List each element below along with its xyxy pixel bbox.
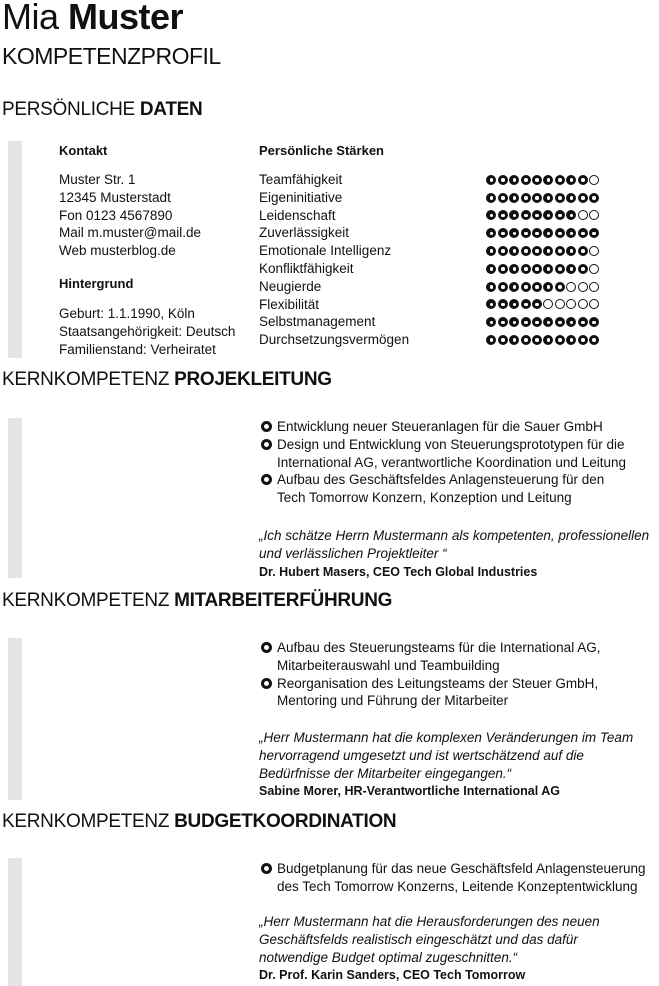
strength-label: Leidenschaft xyxy=(259,207,336,223)
rating-dot-filled xyxy=(578,228,588,238)
rating-dot-empty xyxy=(589,175,599,185)
testimonial-author: Dr. Hubert Masers, CEO Tech Global Industries xyxy=(259,564,538,579)
rating-dot-filled xyxy=(486,246,496,256)
rating-dot-filled xyxy=(532,193,542,203)
rating-dot-filled xyxy=(543,193,553,203)
section-accent-bar xyxy=(8,858,22,986)
rating-dot-filled xyxy=(578,335,588,345)
rating-dot-filled xyxy=(509,193,519,203)
strength-label: Neugierde xyxy=(259,278,322,294)
rating-dot-filled xyxy=(532,175,542,185)
section-title-light: KERNKOMPETENZ xyxy=(2,811,170,832)
rating-dot-filled xyxy=(578,193,588,203)
rating-dot-filled xyxy=(555,335,565,345)
rating-dot-filled xyxy=(521,335,531,345)
rating-dot-filled xyxy=(532,299,542,309)
rating-dot-empty xyxy=(589,210,599,220)
rating-dots xyxy=(486,317,599,327)
achievement-item: Design und Entwicklung von Steuerungsprototypen für die International AG, verantwortliche Koordination und Leitung xyxy=(259,436,654,472)
rating-dot-filled xyxy=(486,228,496,238)
contact-heading: Kontakt xyxy=(59,143,108,158)
contact-mail: Mail m.muster@mail.de xyxy=(59,225,201,241)
section-title-light: KERNKOMPETENZ xyxy=(2,369,170,390)
testimonial-quote-line: „Herr Mustermann hat die komplexen Veränderungen im Team xyxy=(259,730,634,745)
rating-dot-filled xyxy=(566,193,576,203)
strength-label: Emotionale Intelligenz xyxy=(259,243,392,259)
rating-dot-filled xyxy=(509,335,519,345)
strength-label: Flexibilität xyxy=(259,296,320,312)
strength-row xyxy=(259,313,599,331)
testimonial-quote-line: „Ich schätze Herrn Mustermann als kompetenten, professionellen xyxy=(259,528,650,543)
rating-dot-filled xyxy=(521,228,531,238)
rating-dot-filled xyxy=(509,264,519,274)
rating-dot-filled xyxy=(498,175,508,185)
rating-dot-filled xyxy=(498,228,508,238)
rating-dot-filled xyxy=(498,282,508,292)
background-block xyxy=(59,305,235,358)
rating-dot-filled xyxy=(543,282,553,292)
rating-dots xyxy=(486,210,599,220)
testimonial xyxy=(259,527,657,580)
rating-dot-filled xyxy=(566,317,576,327)
contact-phone: Fon 0123 4567890 xyxy=(59,207,173,223)
rating-dot-filled xyxy=(486,299,496,309)
section-title-light: KERNKOMPETENZ xyxy=(2,590,170,611)
strengths-heading: Persönliche Stärken xyxy=(259,143,384,158)
testimonial-quote-line: hervorragend umgesetzt und ist wertschätzend auf die xyxy=(259,747,584,763)
strength-row xyxy=(259,260,599,278)
rating-dot-filled xyxy=(521,299,531,309)
section-accent-bar xyxy=(8,141,22,358)
section-accent-bar xyxy=(8,638,22,800)
rating-dot-filled xyxy=(543,246,553,256)
rating-dots xyxy=(486,193,599,203)
contact-block xyxy=(59,171,201,260)
testimonial-quote-line: und verlässlichen Projektleiter “ xyxy=(259,545,447,561)
rating-dot-filled xyxy=(578,246,588,256)
strength-label: Konfliktfähigkeit xyxy=(259,260,354,276)
strength-label: Eigeninitiative xyxy=(259,189,343,205)
rating-dots xyxy=(486,299,599,309)
rating-dot-filled xyxy=(555,282,565,292)
section-title-personal xyxy=(2,99,202,121)
rating-dot-filled xyxy=(498,210,508,220)
testimonial-author: Sabine Morer, HR-Verantwortliche International AG xyxy=(259,784,560,799)
rating-dot-empty xyxy=(589,282,599,292)
contact-city: 12345 Musterstadt xyxy=(59,189,171,205)
rating-dot-empty xyxy=(589,246,599,256)
rating-dot-empty xyxy=(566,299,576,309)
background-heading: Hintergrund xyxy=(59,276,134,291)
rating-dot-empty xyxy=(578,282,588,292)
strength-row xyxy=(259,189,599,207)
rating-dot-filled xyxy=(486,193,496,203)
background-birth: Geburt: 1.1.1990, Köln xyxy=(59,306,195,321)
strength-row xyxy=(259,331,599,349)
rating-dot-filled xyxy=(532,335,542,345)
rating-dot-filled xyxy=(578,175,588,185)
testimonial xyxy=(259,729,657,799)
rating-dot-filled xyxy=(578,264,588,274)
rating-dot-filled xyxy=(486,210,496,220)
rating-dot-filled xyxy=(589,335,599,345)
rating-dot-filled xyxy=(532,246,542,256)
rating-dot-filled xyxy=(555,175,565,185)
rating-dot-filled xyxy=(509,175,519,185)
rating-dot-filled xyxy=(532,264,542,274)
testimonial xyxy=(259,913,657,983)
rating-dot-filled xyxy=(532,282,542,292)
rating-dot-filled xyxy=(555,228,565,238)
rating-dot-filled xyxy=(566,210,576,220)
rating-dot-filled xyxy=(543,335,553,345)
section-title-light: PERSÖNLICHE xyxy=(2,99,135,120)
rating-dot-filled xyxy=(543,264,553,274)
rating-dot-filled xyxy=(521,193,531,203)
rating-dot-filled xyxy=(555,193,565,203)
rating-dot-empty xyxy=(589,299,599,309)
rating-dot-filled xyxy=(498,299,508,309)
rating-dot-filled xyxy=(543,210,553,220)
section-title-competence xyxy=(2,369,332,391)
rating-dot-filled xyxy=(521,264,531,274)
first-name: Mia xyxy=(2,0,59,37)
rating-dot-filled xyxy=(521,175,531,185)
rating-dot-filled xyxy=(532,210,542,220)
rating-dot-filled xyxy=(486,282,496,292)
rating-dot-filled xyxy=(589,228,599,238)
rating-dot-filled xyxy=(555,210,565,220)
section-accent-bar xyxy=(8,418,22,578)
rating-dot-filled xyxy=(566,228,576,238)
rating-dot-filled xyxy=(509,246,519,256)
rating-dot-empty xyxy=(566,282,576,292)
achievement-item: Reorganisation des Leitungsteams der Steuer GmbH, Mentoring und Führung der Mitarbeiter xyxy=(259,675,654,711)
rating-dot-filled xyxy=(521,246,531,256)
testimonial-author: Dr. Prof. Karin Sanders, CEO Tech Tomorrow xyxy=(259,968,526,983)
strength-label: Zuverlässigkeit xyxy=(259,225,350,241)
strength-row xyxy=(259,278,599,296)
rating-dot-filled xyxy=(566,175,576,185)
rating-dot-filled xyxy=(509,317,519,327)
rating-dot-filled xyxy=(509,210,519,220)
achievement-item: Budgetplanung für das neue Geschäftsfeld Anlagensteuerung des Tech Tomorrow Konzerns, Leitende Konzeptentwicklung xyxy=(259,860,654,896)
strength-row xyxy=(259,242,599,260)
rating-dot-filled xyxy=(555,246,565,256)
rating-dot-filled xyxy=(566,335,576,345)
rating-dot-filled xyxy=(543,228,553,238)
strength-row xyxy=(259,296,599,314)
rating-dot-filled xyxy=(498,246,508,256)
rating-dot-empty xyxy=(578,210,588,220)
section-title-bold: PROJEKLEITUNG xyxy=(174,369,332,390)
section-title-competence xyxy=(2,590,392,612)
rating-dot-filled xyxy=(578,317,588,327)
achievement-list xyxy=(259,860,654,896)
rating-dot-filled xyxy=(521,317,531,327)
rating-dot-filled xyxy=(486,175,496,185)
rating-dot-filled xyxy=(589,193,599,203)
testimonial-quote-line: Geschäftsfelds realistisch eingeschätzt und das dafür xyxy=(259,931,578,947)
rating-dot-filled xyxy=(543,175,553,185)
rating-dot-empty xyxy=(589,264,599,274)
strength-label: Durchsetzungsvermögen xyxy=(259,332,410,348)
rating-dots xyxy=(486,335,599,345)
achievement-list xyxy=(259,418,654,507)
rating-dots xyxy=(486,246,599,256)
person-name xyxy=(2,0,183,38)
background-marital: Familienstand: Verheiratet xyxy=(59,341,216,357)
rating-dots xyxy=(486,264,599,274)
rating-dot-filled xyxy=(498,264,508,274)
rating-dot-filled xyxy=(498,317,508,327)
rating-dot-filled xyxy=(555,317,565,327)
contact-street: Muster Str. 1 xyxy=(59,172,136,187)
rating-dot-filled xyxy=(509,228,519,238)
rating-dot-filled xyxy=(498,335,508,345)
strength-row xyxy=(259,207,599,225)
rating-dot-filled xyxy=(589,317,599,327)
testimonial-quote-line: Bedürfnisse der Mitarbeiter eingegangen.“ xyxy=(259,765,512,781)
rating-dot-filled xyxy=(521,210,531,220)
rating-dot-filled xyxy=(532,317,542,327)
strength-label: Teamfähigkeit xyxy=(259,172,343,187)
section-title-competence xyxy=(2,811,396,833)
rating-dot-filled xyxy=(486,264,496,274)
strength-row xyxy=(259,224,599,242)
rating-dot-filled xyxy=(532,228,542,238)
achievement-item: Aufbau des Geschäftsfeldes Anlagensteuerung für den Tech Tomorrow Konzern, Konzeption und Leitung xyxy=(259,471,654,507)
rating-dot-filled xyxy=(486,335,496,345)
section-title-bold: DATEN xyxy=(139,99,203,120)
rating-dot-filled xyxy=(566,264,576,274)
testimonial-quote-line: notwendige Budget optimal zugeschnitten.“ xyxy=(259,949,518,965)
rating-dots xyxy=(486,228,599,238)
rating-dots xyxy=(486,282,599,292)
document-subtitle: KOMPETENZPROFIL xyxy=(2,43,221,69)
rating-dot-empty xyxy=(578,299,588,309)
rating-dot-filled xyxy=(509,299,519,309)
achievement-item: Entwicklung neuer Steueranlagen für die Sauer GmbH xyxy=(259,418,654,436)
rating-dot-filled xyxy=(543,317,553,327)
testimonial-quote-line: „Herr Mustermann hat die Herausforderungen des neuen xyxy=(259,914,600,929)
strengths-list xyxy=(259,171,599,349)
rating-dot-filled xyxy=(566,246,576,256)
strength-row xyxy=(259,171,599,189)
rating-dot-filled xyxy=(486,317,496,327)
rating-dot-filled xyxy=(521,282,531,292)
rating-dot-filled xyxy=(498,193,508,203)
rating-dots xyxy=(486,175,599,185)
achievement-item: Aufbau des Steuerungsteams für die International AG, Mitarbeiterauswahl und Teambuilding xyxy=(259,639,654,675)
section-title-bold: MITARBEITERFÜHRUNG xyxy=(174,590,393,611)
rating-dot-empty xyxy=(555,299,565,309)
background-nationality: Staatsangehörigkeit: Deutsch xyxy=(59,323,236,339)
strength-label: Selbstmanagement xyxy=(259,314,376,330)
achievement-list xyxy=(259,639,654,710)
rating-dot-filled xyxy=(555,264,565,274)
contact-web: Web musterblog.de xyxy=(59,243,176,259)
last-name: Muster xyxy=(68,0,184,37)
section-title-bold: BUDGETKOORDINATION xyxy=(174,811,397,832)
rating-dot-filled xyxy=(509,282,519,292)
rating-dot-empty xyxy=(543,299,553,309)
